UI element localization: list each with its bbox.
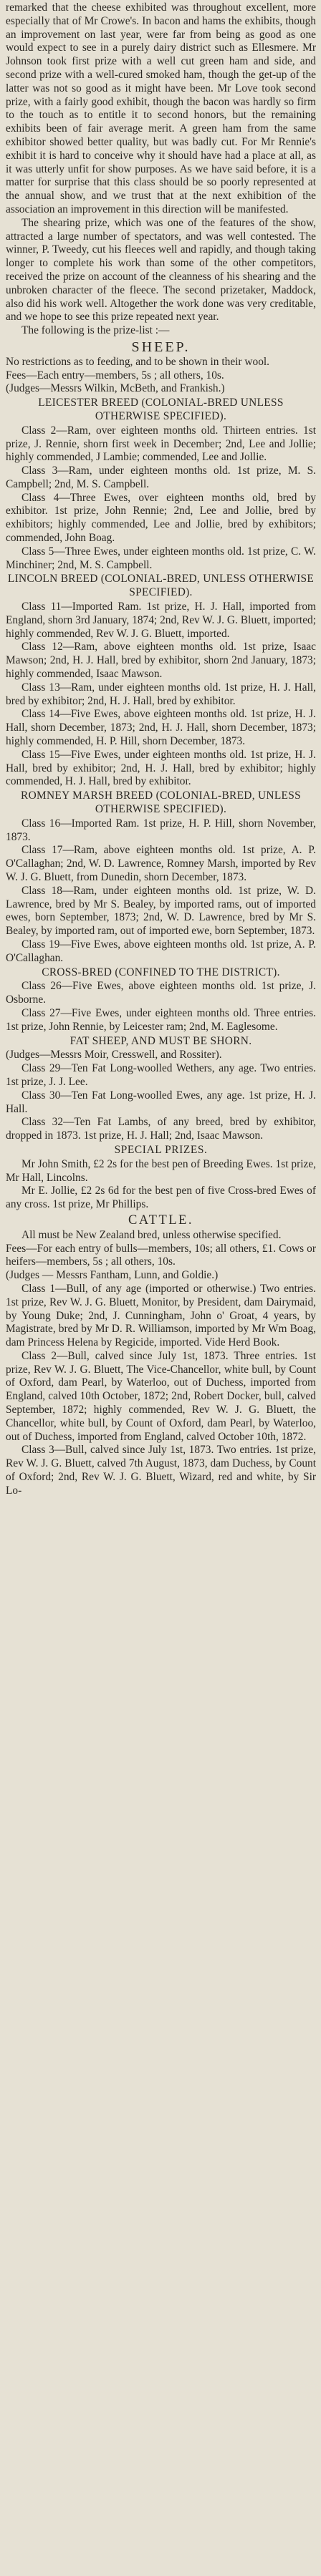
cattle-fees: Fees—For each entry of bulls—members, 10s; all others, £1. Cows or heifers—members, 5s ; all others, 10s.	[6, 1242, 316, 1268]
class-entry: Class 2—Ram, over eighteen months old. Thirteen entries. 1st prize, J. Rennie, shorn first week in December; 2nd, Lee and Jollie; highly commended, J Lambie; commended, Lee and Jollie.	[6, 424, 316, 464]
subheading-cross-bred: CROSS-BRED (CONFINED TO THE DISTRICT).	[42, 966, 280, 978]
section-heading-sheep: SHEEP.	[131, 339, 191, 355]
intro-paragraph: The following is the prize-list :—	[21, 324, 170, 337]
class-entry: Class 3—Bull, calved since July 1st, 1873. Two entries. 1st prize, Rev W. J. G. Bluett, calved 7th August, 1873, dam Duchess, by Count of Oxford; 2nd, Rev W. J. G. Bluett, Wizard, red and white, by Sir Lo-	[6, 1444, 316, 1497]
class-entry: Class 17—Ram, above eighteen months old. 1st prize, A. P. O'Callaghan; 2nd, W. D. Lawrence, Romney Marsh, imported by Rev W. J. G. Bluett, from Dunedin, shorn December, 1873.	[6, 844, 316, 883]
section-heading-cattle: CATTLE.	[128, 1212, 193, 1228]
class-entry: Class 13—Ram, under eighteen months old. 1st prize, H. J. Hall, bred by exhibitor; 2nd, H. J. Hall, bred by exhibitor.	[6, 681, 316, 707]
class-entry: Class 15—Five Ewes, under eighteen months old. 1st prize, H. J. Hall, bred by exhibitor; 2nd, H. J. Hall, bred by exhibitor; highly commended, H. J. Hall, bred by exhibitor.	[6, 748, 316, 788]
class-entry: Class 30—Ten Fat Long-woolled Ewes, any age. 1st prize, H. J. Hall.	[6, 1089, 316, 1115]
class-entry: Class 1—Bull, of any age (imported or otherwise.) Two entries. 1st prize, Rev W. J. G. Bluett, Monitor, by President, dam Dairymaid, by Young Duke; 2nd, J. Cunningham, John o' Groat, 4 years, by Magistrate, bred by Mr D. R. Williamson, imported by Mr Wm Boag, dam Princess Helena by Regicide, imported. Vide Herd Book.	[6, 1282, 316, 1349]
class-entry: Class 19—Five Ewes, above eighteen months old. 1st prize, A. P. O'Callaghan.	[6, 938, 316, 964]
special-prize-entry: Mr E. Jollie, £2 2s 6d for the best pen of five Cross-bred Ewes of any cross. 1st prize, Mr Phillips.	[6, 1185, 316, 1211]
subheading-fat-sheep: FAT SHEEP, AND MUST BE SHORN.	[70, 1034, 252, 1047]
intro-paragraph: The shearing prize, which was one of the features of the show, attracted a large number of spectators, and was well contested. The winner, P. Tweedy, cut his fleeces well and rapidly, and though taking longer to complete his work than some of the other competitors, received the prize on account of the cleanness of his shearing and the unbroken character of the fleece. The second prizetaker, Maddock, also did his work well. Altogether the work done was very creditable, and we hope to see this prize repeated next year.	[6, 216, 316, 324]
subheading-lincoln: LINCOLN BREED (COLONIAL-BRED, UNLESS OTHERWISE SPECIFIED).	[7, 573, 315, 599]
class-entry: Class 12—Ram, above eighteen months old. 1st prize, Isaac Mawson; 2nd, H. J. Hall, bred by exhibitor, shorn 2nd January, 1873; highly commended, Isaac Mawson.	[6, 641, 316, 681]
subheading-romney-marsh: ROMNEY MARSH BREED (COLONIAL-BRED, UNLESS OTHERWISE SPECIFIED).	[21, 789, 301, 816]
subheading-leicester: LEICESTER BREED (COLONIAL-BRED UNLESS OTHERWISE SPECIFIED).	[38, 397, 284, 422]
fat-sheep-judges: (Judges—Messrs Moir, Cresswell, and Rossiter).	[6, 1049, 222, 1061]
cattle-rules: All must be New Zealand bred, unless otherwise specified.	[21, 1228, 282, 1241]
class-entry: Class 32—Ten Fat Lambs, of any breed, bred by exhibitor, dropped in 1873. 1st prize, H. J. Hall; 2nd, Isaac Mawson.	[6, 1116, 316, 1142]
intro-paragraph: remarked that the cheese exhibited was throughout excellent, more especially that of Mr Crowe's. In bacon and hams the exhibits, though an improvement on last year, were far from being as good as one would expect to see in a purely dairy district such as Ellesmere. Mr Johnson took first prize with a well cut green ham and side, and second prize with a well-cured smoked ham, though the get-up of the latter was not so good as it might have been. Mr Love took second prize, with a fairly good exhibit, though the bacon was hardly so firm to the touch as to entitle it to second honors, but the remaining exhibits been of fair average merit. A green ham from the same exhibitor showed better quality, but was badly cut. For Mr Rennie's exhibit it is hard to conceive why it should have had a place at all, as it was utterly unfit for show purposes. As we have said before, it is a matter for surprise that this class should be so poorly represented at the annual show, and we trust that at the next exhibition of the association an improvement in this direction will be manifested.	[6, 1, 316, 215]
special-prize-entry: Mr John Smith, £2 2s for the best pen of Breeding Ewes. 1st prize, Mr Hall, Lincolns.	[6, 1157, 316, 1184]
sheep-rules: No restrictions as to feeding, and to be shown in their wool.	[6, 355, 270, 368]
subheading-special-prizes: SPECIAL PRIZES.	[114, 1143, 208, 1156]
sheep-fees: Fees—Each entry—members, 5s ; all others, 10s.	[6, 369, 224, 381]
class-entry: Class 18—Ram, under eighteen months old. 1st prize, W. D. Lawrence, bred by Mr S. Bealey, by imported rams, out of imported ewes, born September, 1873; 2nd, W. D. Lawrence, bred by Mr S. Bealey, by imported ram, out of imported ewe, born September, 1873.	[6, 884, 316, 938]
class-entry: Class 29—Ten Fat Long-woolled Wethers, any age. Two entries. 1st prize, J. J. Lee.	[6, 1062, 316, 1088]
class-entry: Class 4—Three Ewes, over eighteen months old, bred by exhibitor. 1st prize, John Rennie; 2nd, Lee and Jollie, bred by exhibitors; highly commended, Lee and Jollie, bred by exhibitors; commended, John Boag.	[6, 491, 316, 545]
sheep-judges: (Judges—Messrs Wilkin, McBeth, and Frankish.)	[6, 382, 225, 395]
class-entry: Class 14—Five Ewes, above eighteen months old. 1st prize, H. J. Hall, shorn December, 1873; 2nd, H. J. Hall, shorn December, 1873; highly commended, H. P. Hill, shorn December, 1873.	[6, 708, 316, 748]
class-entry: Class 11—Imported Ram. 1st prize, H. J. Hall, imported from England, shorn 3rd January, 1874; 2nd, Rev W. J. G. Bluett, imported; highly commended, Rev W. J. G. Bluett, imported.	[6, 601, 316, 640]
class-entry: Class 3—Ram, under eighteen months old. 1st prize, M. S. Campbell; 2nd, M. S. Campbell.	[6, 465, 316, 490]
class-entry: Class 2—Bull, calved since July 1st, 1873. Three entries. 1st prize, Rev W. J. G. Bluett, The Vice-Chancellor, white bull, by Count of Oxford, dam Pearl, by Waterloo, out of Duchess, imported from England, calved 10th October, 1872; 2nd, Robert Docker, bull, calved September, 1872; highly commended, Rev W. J. G. Bluett, the Chancellor, white bull, by Count of Oxford, dam Pearl, by Waterloo, out of Duchess, imported from England, calved October 10th, 1872.	[6, 1349, 316, 1443]
class-entry: Class 5—Three Ewes, under eighteen months old. 1st prize, C. W. Minchiner; 2nd, M. S. Campbell.	[6, 545, 316, 571]
class-entry: Class 26—Five Ewes, above eighteen months old. 1st prize, J. Osborne.	[6, 980, 316, 1006]
class-entry: Class 27—Five Ewes, under eighteen months old. Three entries. 1st prize, John Rennie, by Leicester ram; 2nd, M. Eaglesome.	[6, 1006, 316, 1033]
class-entry: Class 16—Imported Ram. 1st prize, H. P. Hill, shorn November, 1873.	[6, 817, 316, 843]
cattle-judges: (Judges — Messrs Fantham, Lunn, and Goldie.)	[6, 1269, 219, 1282]
